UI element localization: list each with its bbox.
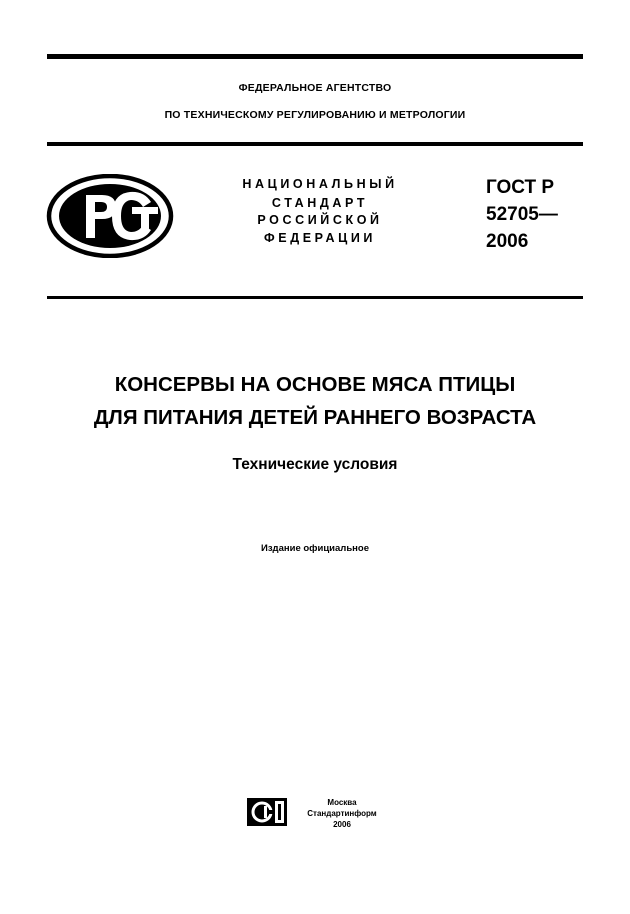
document-title-line1: КОНСЕРВЫ НА ОСНОВЕ МЯСА ПТИЦЫ: [114, 373, 516, 396]
document-subtitle: Технические условия: [232, 456, 398, 473]
edition-note: Издание официальное: [261, 543, 369, 554]
publisher-name: Стандартинформ: [307, 809, 377, 818]
top-rule: [47, 54, 583, 59]
standartinform-logo-icon: [247, 798, 287, 826]
agency-name-line2: ПО ТЕХНИЧЕСКОМУ РЕГУЛИРОВАНИЮ И МЕТРОЛОГИИ: [164, 109, 466, 121]
gost-number: 52705—: [486, 204, 558, 225]
standard-type-line2: СТАНДАРТ: [271, 196, 369, 210]
middle-rule: [47, 296, 583, 299]
gost-designation: [486, 174, 558, 255]
agency-name-line1: ФЕДЕРАЛЬНОЕ АГЕНТСТВО: [238, 82, 392, 94]
publisher-year: 2006: [333, 820, 351, 829]
publisher-city: Москва: [327, 798, 357, 807]
rst-certification-mark-icon: [46, 174, 174, 258]
gost-prefix: ГОСТ Р: [486, 177, 555, 198]
header-rule: [47, 142, 583, 146]
document-title-line2: ДЛЯ ПИТАНИЯ ДЕТЕЙ РАННЕГО ВОЗРАСТА: [93, 406, 537, 429]
gost-year: 2006: [486, 231, 529, 252]
standard-type-line3: РОССИЙСКОЙ: [257, 213, 383, 227]
standard-type-line4: ФЕДЕРАЦИИ: [263, 231, 376, 245]
standard-type-line1: НАЦИОНАЛЬНЫЙ: [242, 177, 398, 191]
